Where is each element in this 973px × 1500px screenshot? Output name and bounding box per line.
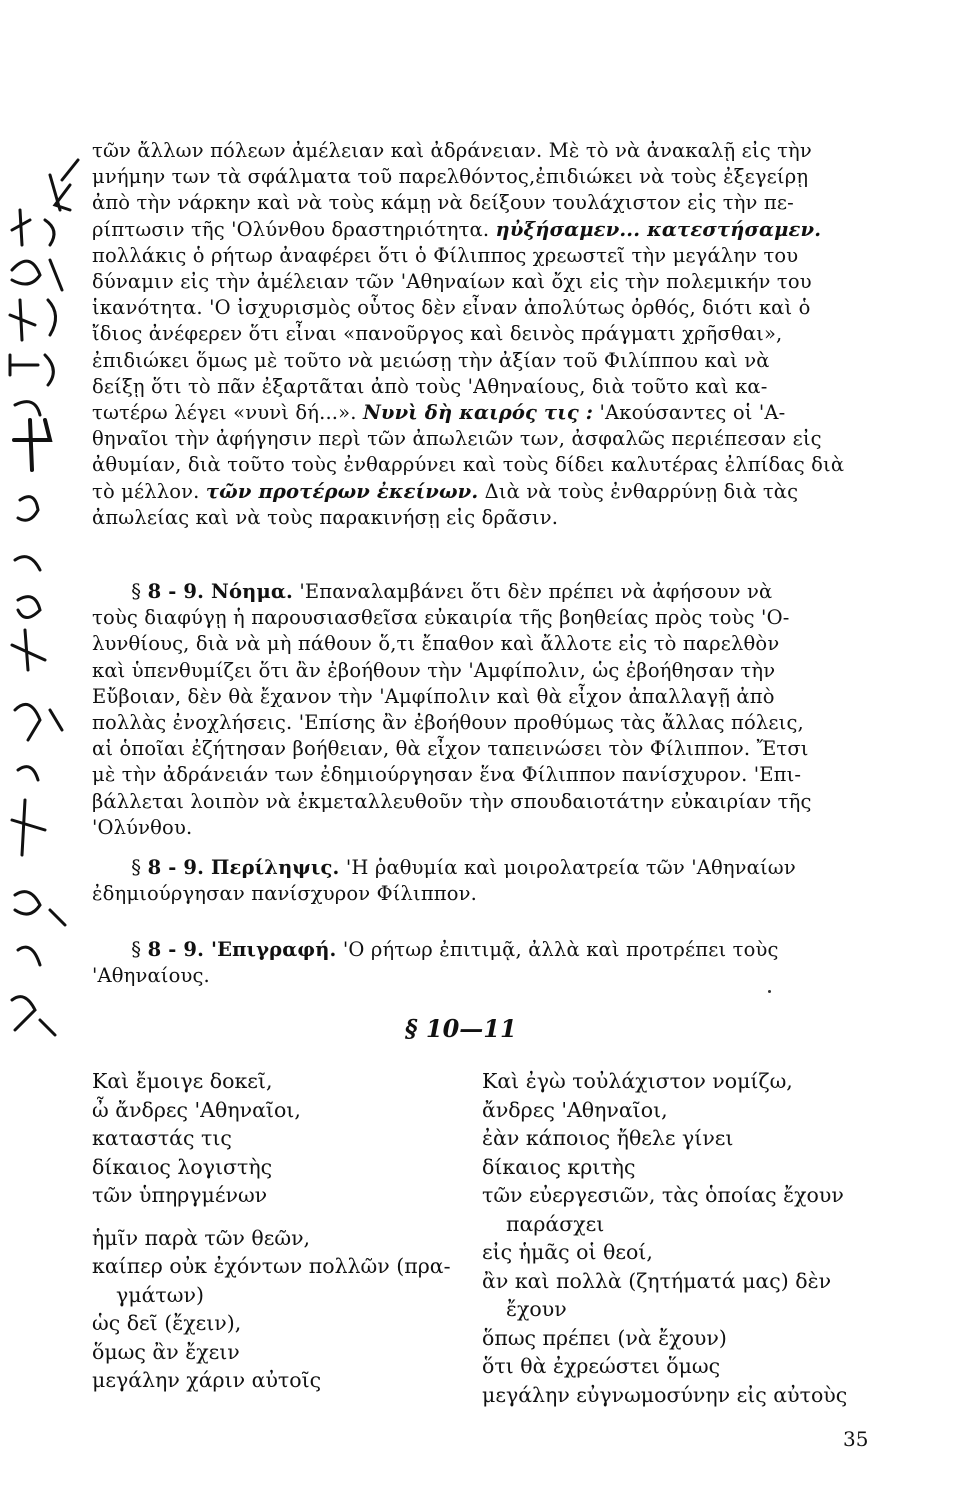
text-line (92, 478, 882, 505)
body-text: ἐδημιούργησαν πανίσχυρον Φίλιππον. (92, 882, 478, 906)
verse-line: ἄνδρες 'Αθηναῖοι, (482, 1097, 668, 1122)
verse-line (92, 1210, 451, 1224)
body-text: ἱκανότητα. 'Ο ἰσχυρισμὸς οὗτος δὲν εἶναν ἀπολύτως ὀρθός, διότι καὶ ὁ (92, 296, 811, 320)
body-text: βάλλεται λοιπὸν νὰ ἐκμεταλλευθοῦν τὴν σπουδαιοτάτην εὐκαιρίαν τῆς (92, 789, 812, 813)
body-text: Εὔβοιαν, δὲν θὰ ἔχανον τὴν 'Αμφίπολιν καὶ θὰ εἶχον ἀπαλλαγῇ ἀπὸ (92, 684, 775, 708)
body-text: λυνθίους, διὰ νὰ μὴ πάθουν ὅ,τι ἔπαθον καὶ ἄλλοτε εἰς τὸ παρελθὸν (92, 632, 780, 656)
text-line (92, 268, 882, 295)
body-text: πολλὰς ἐνοχλήσεις. 'Επίσης ἂν ἐβοήθουν προθύμως τὰς ἄλλας πόλεις, (92, 711, 804, 734)
modern-translation-column (482, 1067, 847, 1409)
text-line (92, 735, 882, 762)
emphasis-text: ηὐξήσαμεν... κατεστήσαμεν. (495, 217, 822, 241)
body-text: ρίπτωσιν τῆς 'Ολύνθου δραστηριότητα. (92, 217, 496, 241)
body-text: τωτέρω λέγει «νυνὶ δή...». (92, 401, 363, 424)
verse-line: καίπερ οὐκ ἐχόντων πολλῶν (πρα- (92, 1254, 451, 1278)
text-line (92, 683, 882, 710)
body-text: δείξῃ ὅτι τὸ πᾶν ἐξαρτᾶται ἀπὸ τοὺς 'Αθηναίους, διὰ τοῦτο καὶ κα- (92, 374, 768, 398)
body-text: θηναῖοι τὴν ἀφήγησιν περὶ τῶν ἀπωλειῶν των, ἀσφαλῶς περιέπεσαν εἰς (92, 427, 822, 451)
text-line (92, 630, 882, 657)
verse-line: ἔχουν (506, 1297, 567, 1321)
verse-line: δίκαιος κριτὴς (482, 1154, 636, 1179)
verse-line: παράσχει (506, 1211, 605, 1236)
text-line (92, 578, 882, 605)
text-line (92, 962, 882, 989)
body-text: ἀπωλείας καὶ νὰ τοὺς παρακινήσῃ εἰς δρᾶσιν. (92, 505, 559, 529)
emphasis-text: 8 - 9. Περίληψις. (147, 856, 340, 879)
text-line (92, 788, 882, 815)
verse-line: ἐὰν κάποιος ἤθελε γίνει (482, 1126, 734, 1150)
ink-dot (768, 990, 771, 993)
verse-line: ὅμως ἂν ἔχειν (92, 1339, 240, 1364)
text-line (92, 709, 882, 736)
body-text: τῶν ἄλλων πόλεων ἀμέλειαν καὶ ἀδράνειαν. Μὲ τὸ νὰ ἀνακαλῇ εἰς τὴν (92, 139, 812, 162)
body-text: 'Ακούσαντες οἱ 'Α- (593, 401, 786, 424)
emphasis-text: 8 - 9. 'Επιγραφή. (147, 938, 337, 961)
text-line (92, 294, 882, 321)
text-line (92, 320, 882, 347)
greek-original-column (92, 1067, 451, 1395)
body-text: Διὰ νὰ τοὺς ἐνθαρρύνῃ διὰ τὰς (478, 479, 799, 503)
text-line (92, 814, 882, 841)
text-line (92, 451, 882, 478)
text-line (92, 189, 882, 216)
body-text: § (92, 856, 148, 879)
body-text: δύναμιν εἰς τὴν ἀμέλειαν τῶν 'Αθηναίων καὶ ὄχι εἰς τὴν πολεμικήν του (92, 270, 812, 293)
body-text: 'Επαναλαμβάνει ὅτι δὲν πρέπει νὰ ἀφήσουν νὰ (292, 580, 773, 603)
verse-line: εἰς ἡμᾶς οἱ θεοί, (482, 1240, 653, 1264)
verse-line: καταστάς τις (92, 1126, 232, 1150)
text-line (92, 604, 882, 631)
verse-line: ὅτι θὰ ἐχρεώστει ὅμως (482, 1354, 721, 1378)
body-text: ἀθυμίαν, διὰ τοῦτο τοὺς ἐνθαρρύνει καὶ τοὺς δίδει καλυτέρας ἐλπίδας διὰ (92, 453, 845, 477)
text-line (92, 936, 882, 963)
verse-line: ὡς δεῖ (ἔχειν), (92, 1311, 242, 1335)
text-line (92, 137, 882, 164)
text-line (92, 761, 882, 788)
text-line (92, 163, 882, 190)
text-line (92, 242, 882, 269)
verse-line: μεγάλην χάριν αὐτοῖς (92, 1368, 322, 1392)
text-line (92, 880, 882, 907)
text-line (92, 854, 882, 881)
verse-line: τῶν ὑπηργμένων (92, 1183, 268, 1207)
verse-line: Καὶ ἔμοιγε δοκεῖ, (92, 1069, 273, 1093)
body-text: 'Ο ρήτωρ ἐπιτιμᾷ, ἀλλὰ καὶ προτρέπει τοὺς (336, 938, 779, 961)
body-text: ἐπιδιώκει ὅμως μὲ τοῦτο νὰ μειώσῃ τὴν ἀξίαν τοῦ Φιλίππου καὶ νὰ (92, 348, 770, 372)
verse-line: ἂν καὶ πολλὰ (ζητήματά μας) δὲν (482, 1268, 832, 1293)
body-text: 'Η ῥαθυμία καὶ μοιρολατρεία τῶν 'Αθηναίων (339, 856, 796, 879)
verse-line: Καὶ ἐγὼ τοὐλάχιστον νομίζω, (482, 1069, 793, 1093)
text-line (92, 425, 882, 452)
verse-line: ὦ ἄνδρες 'Αθηναῖοι, (92, 1097, 301, 1122)
text-line (92, 373, 882, 400)
body-text: αἱ ὁποῖαι ἐζήτησαν βοήθειαν, θὰ εἶχον ταπεινώσει τὸν Φίλιππον. Ἔτσι (92, 737, 809, 761)
body-text: § (92, 580, 148, 603)
body-text: πολλάκις ὁ ρήτωρ ἀναφέρει ὅτι ὁ Φίλιππος χρεωστεῖ τὴν μεγάλην του (92, 243, 799, 267)
text-line (92, 657, 882, 684)
text-line (92, 216, 882, 243)
body-text: ἴδιος ἀνέφερεν ὅτι εἶναι «πανοῦργος καὶ δεινὸς πράγματι χρῆσθαι», (92, 322, 783, 346)
body-text: μνήμην των τὰ σφάλματα τοῦ παρελθόντος,ἐπιδιώκει νὰ τοὺς ἐξεγείρῃ (92, 165, 809, 189)
verse-line: ἡμῖν παρὰ τῶν θεῶν, (92, 1225, 311, 1250)
handwritten-margin-notes (0, 150, 80, 1050)
body-text: μὲ τὴν ἀδράνειάν των ἐδημιούργησαν ἕνα Φίλιππον πανίσχυρον. 'Επι- (92, 763, 802, 787)
verse-line: τῶν εὐεργεσιῶν, τὰς ὁποίας ἔχουν (482, 1183, 844, 1207)
emphasis-text: 8 - 9. Νόημα. (147, 580, 293, 603)
verse-line: δίκαιος λογιστὴς (92, 1154, 273, 1179)
text-line (92, 399, 882, 426)
emphasis-text: Νυνὶ δὴ καιρός τις : (362, 401, 594, 424)
verse-line: μεγάλην εὐγνωμοσύνην εἰς αὐτοὺς (482, 1382, 848, 1407)
body-text: 'Αθηναίους. (92, 964, 210, 988)
body-text: ἀπὸ τὴν νάρκην καὶ νὰ τοὺς κάμῃ νὰ δείξουν τουλάχιστον εἰς τὴν πε- (92, 191, 794, 215)
page-number: 35 (843, 1427, 869, 1451)
body-text: τὸ μέλλον. (92, 479, 206, 503)
body-text: 'Ολύνθου. (92, 815, 193, 839)
body-text: καὶ ὑπενθυμίζει ὅτι ἂν ἐβοήθουν τὴν 'Αμφίπολιν, ὡς ἐβοήθησαν τὴν (92, 658, 776, 682)
verse-line: ὅπως πρέπει (νὰ ἔχουν) (482, 1325, 727, 1350)
emphasis-text: τῶν προτέρων ἐκείνων. (205, 479, 479, 503)
body-text: τοὺς διαφύγῃ ἡ παρουσιασθεῖσα εὐκαιρία τῆς βοηθείας πρὸς τοὺς 'Ο- (92, 606, 790, 630)
verse-line: γμάτων) (116, 1282, 204, 1307)
body-text: § (92, 938, 148, 961)
text-line (92, 347, 882, 374)
text-line (92, 504, 882, 531)
section-heading: § 10—11 (405, 1014, 517, 1043)
